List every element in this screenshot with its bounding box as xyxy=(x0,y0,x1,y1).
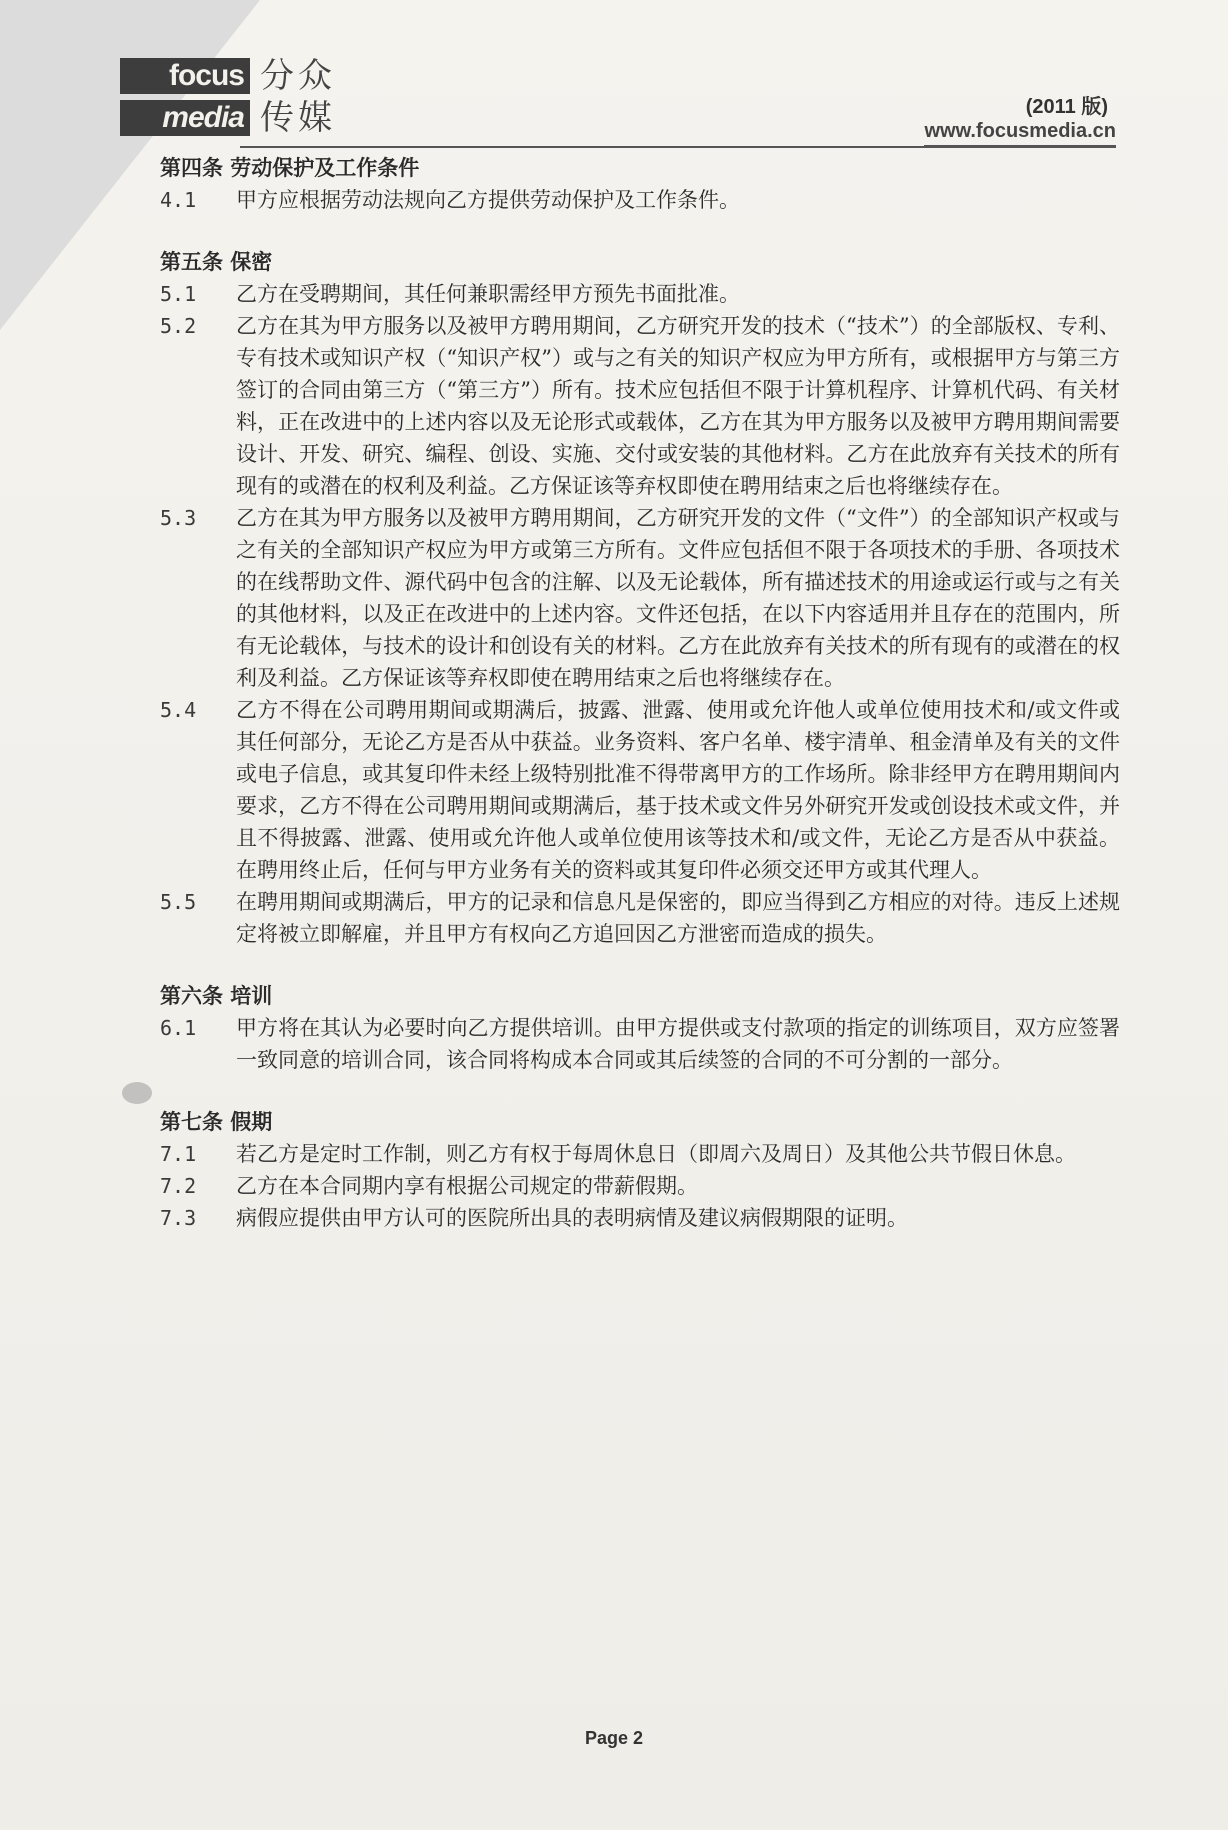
logo-text-media: media xyxy=(120,100,250,136)
clause-number: 4.1 xyxy=(160,188,197,212)
document-body xyxy=(160,152,1120,1264)
clause-text: 病假应提供由甲方认可的医院所出具的表明病情及建议病假期限的证明。 xyxy=(236,1206,908,1230)
section-title: 第六条 培训 xyxy=(160,983,273,1008)
clause-number: 7.1 xyxy=(160,1142,197,1166)
section-article-5 xyxy=(160,246,1120,950)
clause-number: 5.1 xyxy=(160,282,197,306)
clause-text: 甲方应根据劳动法规向乙方提供劳动保护及工作条件。 xyxy=(236,188,740,212)
section-article-4 xyxy=(160,152,1120,216)
section-article-7 xyxy=(160,1106,1120,1234)
clause-5-2 xyxy=(160,310,1120,502)
logo-text-focus: focus xyxy=(120,58,250,94)
clause-5-3 xyxy=(160,502,1120,694)
company-logo xyxy=(120,58,350,138)
section-title: 第四条 劳动保护及工作条件 xyxy=(160,155,420,180)
clause-5-1 xyxy=(160,278,1120,310)
ink-smudge xyxy=(122,1082,152,1104)
clause-text: 乙方不得在公司聘用期间或期满后，披露、泄露、使用或允许他人或单位使用技术和/或文件或其任何部分，无论乙方是否从中获益。业务资料、客户名单、楼宇清单、租金清单及有关的文件或电子信息，或其复印件未经上级特别批准不得带离甲方的工作场所。除非经甲方在聘用期间内要求，乙方不得在公司聘用期间或期满后，基于技术或文件另外研究开发或创设技术或文件，并且不得披露、泄露、使用或允许他人或单位使用该等技术和/或文件，无论乙方是否从中获益。在聘用终止后，任何与甲方业务有关的资料或其复印件必须交还甲方或其代理人。 xyxy=(236,698,1120,882)
clause-number: 5.2 xyxy=(160,314,197,338)
page-number: Page 2 xyxy=(584,1728,644,1748)
clause-4-1 xyxy=(160,184,1120,216)
clause-number: 7.3 xyxy=(160,1206,197,1230)
clause-number: 5.4 xyxy=(160,698,197,722)
clause-number: 7.2 xyxy=(160,1174,197,1198)
header-divider xyxy=(240,146,1116,148)
clause-7-1 xyxy=(160,1138,1120,1170)
clause-text: 乙方在其为甲方服务以及被甲方聘用期间，乙方研究开发的技术（“技术”）的全部版权、专利、专有技术或知识产权（“知识产权”）或与之有关的知识产权应为甲方所有，或根据甲方与第三方签订的合同由第三方（“第三方”）所有。技术应包括但不限于计算机程序、计算机代码、有关材料，正在改进中的上述内容以及无论形式或载体，乙方在其为甲方服务以及被甲方聘用期间需要设计、开发、研究、编程、创设、实施、交付或安装的其他材料。乙方在此放弃有关技术的所有现有的或潜在的权利及利益。乙方保证该等弃权即使在聘用结束之后也将继续存在。 xyxy=(236,314,1120,498)
clause-text: 若乙方是定时工作制，则乙方有权于每周休息日（即周六及周日）及其他公共节假日休息。 xyxy=(236,1142,1076,1166)
clause-text: 甲方将在其认为必要时向乙方提供培训。由甲方提供或支付款项的指定的训练项目，双方应签署一致同意的培训合同，该合同将构成本合同或其后续签的合同的不可分割的一部分。 xyxy=(236,1016,1120,1072)
clause-5-4 xyxy=(160,694,1120,886)
website-url: www.focusmedia.cn xyxy=(924,120,1116,147)
section-article-6 xyxy=(160,980,1120,1076)
clause-5-5 xyxy=(160,886,1120,950)
clause-text: 在聘用期间或期满后，甲方的记录和信息凡是保密的，即应当得到乙方相应的对待。违反上述规定将被立即解雇，并且甲方有权向乙方追回因乙方泄密而造成的损失。 xyxy=(236,890,1120,946)
clause-6-1 xyxy=(160,1012,1120,1076)
logo-text-cn-bottom: 传媒 xyxy=(260,98,336,138)
section-title: 第五条 保密 xyxy=(160,249,273,274)
clause-text: 乙方在其为甲方服务以及被甲方聘用期间，乙方研究开发的文件（“文件”）的全部知识产权或与之有关的全部知识产权应为甲方或第三方所有。文件应包括但不限于各项技术的手册、各项技术的在线帮助文件、源代码中包含的注解、以及无论载体，所有描述技术的用途或运行或与之有关的其他材料，以及正在改进中的上述内容。文件还包括，在以下内容适用并且存在的范围内，所有无论载体，与技术的设计和创设有关的材料。乙方在此放弃有关技术的所有现有的或潜在的权利及利益。乙方保证该等弃权即使在聘用结束之后也将继续存在。 xyxy=(236,506,1120,690)
clause-7-2 xyxy=(160,1170,1120,1202)
clause-number: 5.5 xyxy=(160,890,197,914)
clause-number: 5.3 xyxy=(160,506,197,530)
clause-7-3 xyxy=(160,1202,1120,1234)
clause-text: 乙方在受聘期间，其任何兼职需经甲方预先书面批准。 xyxy=(236,282,740,306)
section-title: 第七条 假期 xyxy=(160,1109,273,1134)
clause-text: 乙方在本合同期内享有根据公司规定的带薪假期。 xyxy=(236,1174,698,1198)
edition-label: (2011 版) xyxy=(1025,96,1108,118)
clause-number: 6.1 xyxy=(160,1016,197,1040)
logo-text-cn-top: 分众 xyxy=(260,56,336,96)
